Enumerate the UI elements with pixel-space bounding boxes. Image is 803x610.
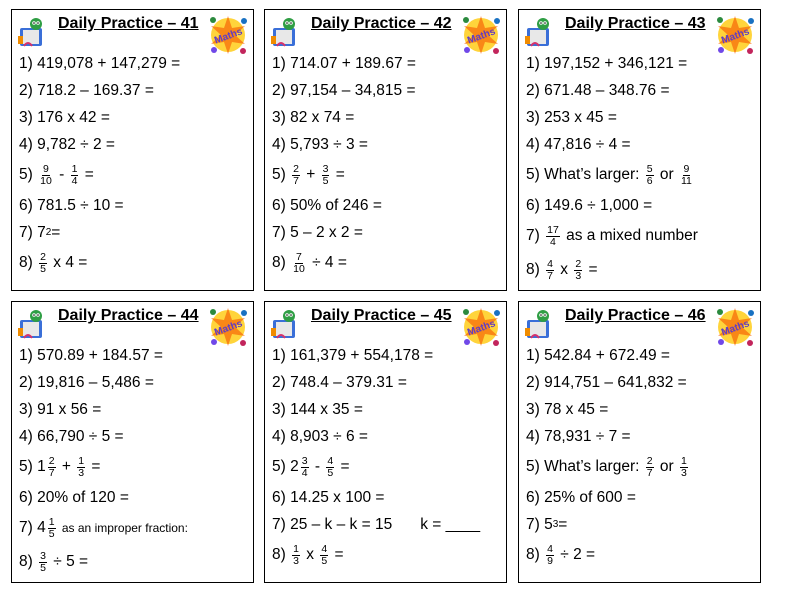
practice-card-42 [264, 9, 507, 291]
question-5: 5) What’s larger: $\frac{2}{7}$ or $\frac{1}{3}$ [526, 454, 687, 479]
question-5: 5) 2 $\frac{3}{4}$ - $\frac{4}{5}$ = [272, 454, 350, 479]
question-6: 6) 25% of 600 = [526, 488, 636, 506]
fraction: $\frac{1}{3}$ [293, 542, 299, 567]
fraction: $\frac{9}{11}$ [681, 162, 692, 187]
card-title: Daily Practice – 45 [311, 307, 452, 324]
fraction: $\frac{3}{5}$ [322, 162, 329, 187]
fraction: $\frac{5}{6}$ [646, 162, 653, 187]
question-1: 1) 419,078 + 147,279 = [19, 54, 181, 72]
question-4: 4) 9,782 ÷ 2 = [19, 135, 115, 153]
question-4: 4) 5,793 ÷ 3 = [272, 135, 368, 153]
question-8: 8) $\frac{2}{5}$ x 4 = [19, 250, 88, 275]
question-7: 7) 7 2 = [19, 223, 61, 241]
fraction: $\frac{4}{7}$ [547, 257, 553, 282]
card-title: Daily Practice – 46 [565, 307, 706, 324]
question-7: 7) 25 – k – k = 15 k = ____ [272, 515, 481, 533]
fraction: $\frac{3}{4}$ [301, 454, 308, 479]
question-3: 3) 91 x 56 = [19, 400, 102, 418]
question-list [19, 342, 249, 579]
question-5: 5) $\frac{9}{10}$ - $\frac{1}{4}$ = [19, 162, 94, 187]
fraction: $\frac{1}{3}$ [78, 454, 85, 479]
fraction: $\frac{4}{5}$ [327, 454, 334, 479]
question-1: 1) 570.89 + 184.57 = [19, 346, 163, 364]
fraction: $\frac{2}{7}$ [646, 454, 653, 479]
answer-blank: k = ____ [420, 515, 481, 533]
card-title: Daily Practice – 43 [565, 15, 706, 32]
question-list [526, 342, 756, 572]
question-3: 3) 144 x 35 = [272, 400, 363, 418]
question-8: 8) $\frac{4}{9}$ ÷ 2 = [526, 542, 596, 567]
question-3: 3) 82 x 74 = [272, 108, 355, 126]
question-3: 3) 78 x 45 = [526, 400, 609, 418]
fraction: $\frac{1}{5}$ [48, 515, 55, 540]
question-4: 4) 66,790 ÷ 5 = [19, 427, 124, 445]
question-8: 8) $\frac{1}{3}$ x $\frac{4}{5}$ = [272, 542, 344, 567]
question-8: 8) $\frac{7}{10}$ ÷ 4 = [272, 250, 347, 275]
question-4: 4) 8,903 ÷ 6 = [272, 427, 368, 445]
fraction: $\frac{2}{7}$ [293, 162, 299, 187]
bookworm-icon [271, 308, 299, 340]
bookworm-icon [271, 16, 299, 48]
fraction: $\frac{4}{9}$ [547, 542, 553, 567]
practice-card-43 [518, 9, 761, 291]
bookworm-icon [18, 16, 46, 48]
question-list [272, 50, 502, 280]
question-6: 6) 149.6 ÷ 1,000 = [526, 196, 653, 214]
question-1: 1) 714.07 + 189.67 = [272, 54, 416, 72]
question-8: 8) $\frac{3}{5}$ ÷ 5 = [19, 549, 89, 574]
question-1: 1) 542.84 + 672.49 = [526, 346, 670, 364]
question-8: 8) $\frac{4}{7}$ x $\frac{2}{3}$ = [526, 257, 598, 282]
card-title: Daily Practice – 44 [58, 307, 199, 324]
bookworm-icon [525, 16, 553, 48]
question-2: 2) 19,816 – 5,486 = [19, 373, 154, 391]
question-2: 2) 718.2 – 169.37 = [19, 81, 154, 99]
question-7: 7) 4 $\frac{1}{5}$ as an improper fraction: [19, 515, 188, 540]
question-list [272, 342, 502, 572]
practice-card-45 [264, 301, 507, 583]
question-5: 5) $\frac{2}{7}$ + $\frac{3}{5}$ = [272, 162, 345, 187]
question-2: 2) 914,751 – 641,832 = [526, 373, 687, 391]
question-4: 4) 47,816 ÷ 4 = [526, 135, 631, 153]
question-6: 6) 14.25 x 100 = [272, 488, 385, 506]
question-5: 5) 1 $\frac{2}{7}$ + $\frac{1}{3}$ = [19, 454, 101, 479]
practice-card-46 [518, 301, 761, 583]
fraction: $\frac{7}{10}$ [293, 250, 305, 275]
question-1: 1) 161,379 + 554,178 = [272, 346, 434, 364]
card-title: Daily Practice – 41 [58, 15, 199, 32]
question-label: 5) [19, 166, 33, 183]
question-6: 6) 781.5 ÷ 10 = [19, 196, 124, 214]
bookworm-icon [525, 308, 553, 340]
question-7: 7) 5 3 = [526, 515, 568, 533]
question-5: 5) What’s larger: $\frac{5}{6}$ or $\frac{9}{11}$ [526, 162, 692, 187]
question-2: 2) 748.4 – 379.31 = [272, 373, 407, 391]
question-6: 6) 50% of 246 = [272, 196, 382, 214]
fraction: $\frac{4}{5}$ [321, 542, 328, 567]
fraction: $\frac{2}{3}$ [575, 257, 582, 282]
card-title: Daily Practice – 42 [311, 15, 452, 32]
bookworm-icon [18, 308, 46, 340]
question-7: 7) $\frac{17}{4}$ as a mixed number [526, 223, 698, 248]
fraction: $\frac{3}{5}$ [40, 549, 46, 574]
question-3: 3) 176 x 42 = [19, 108, 110, 126]
fraction: $\frac{1}{4}$ [71, 162, 78, 187]
fraction: $\frac{17}{4}$ [547, 223, 559, 248]
question-2: 2) 97,154 – 34,815 = [272, 81, 416, 99]
practice-card-44 [11, 301, 254, 583]
fraction: $\frac{9}{10}$ [40, 162, 52, 187]
question-4: 4) 78,931 ÷ 7 = [526, 427, 631, 445]
fraction: $\frac{2}{5}$ [40, 250, 46, 275]
question-2: 2) 671.48 – 348.76 = [526, 81, 670, 99]
fraction: $\frac{2}{7}$ [48, 454, 55, 479]
question-3: 3) 253 x 45 = [526, 108, 617, 126]
fraction: $\frac{1}{3}$ [681, 454, 687, 479]
practice-card-41 [11, 9, 254, 291]
question-list [526, 50, 756, 287]
question-1: 1) 197,152 + 346,121 = [526, 54, 688, 72]
question-list [19, 50, 249, 280]
question-7: 7) 5 – 2 x 2 = [272, 223, 363, 241]
question-6: 6) 20% of 120 = [19, 488, 129, 506]
